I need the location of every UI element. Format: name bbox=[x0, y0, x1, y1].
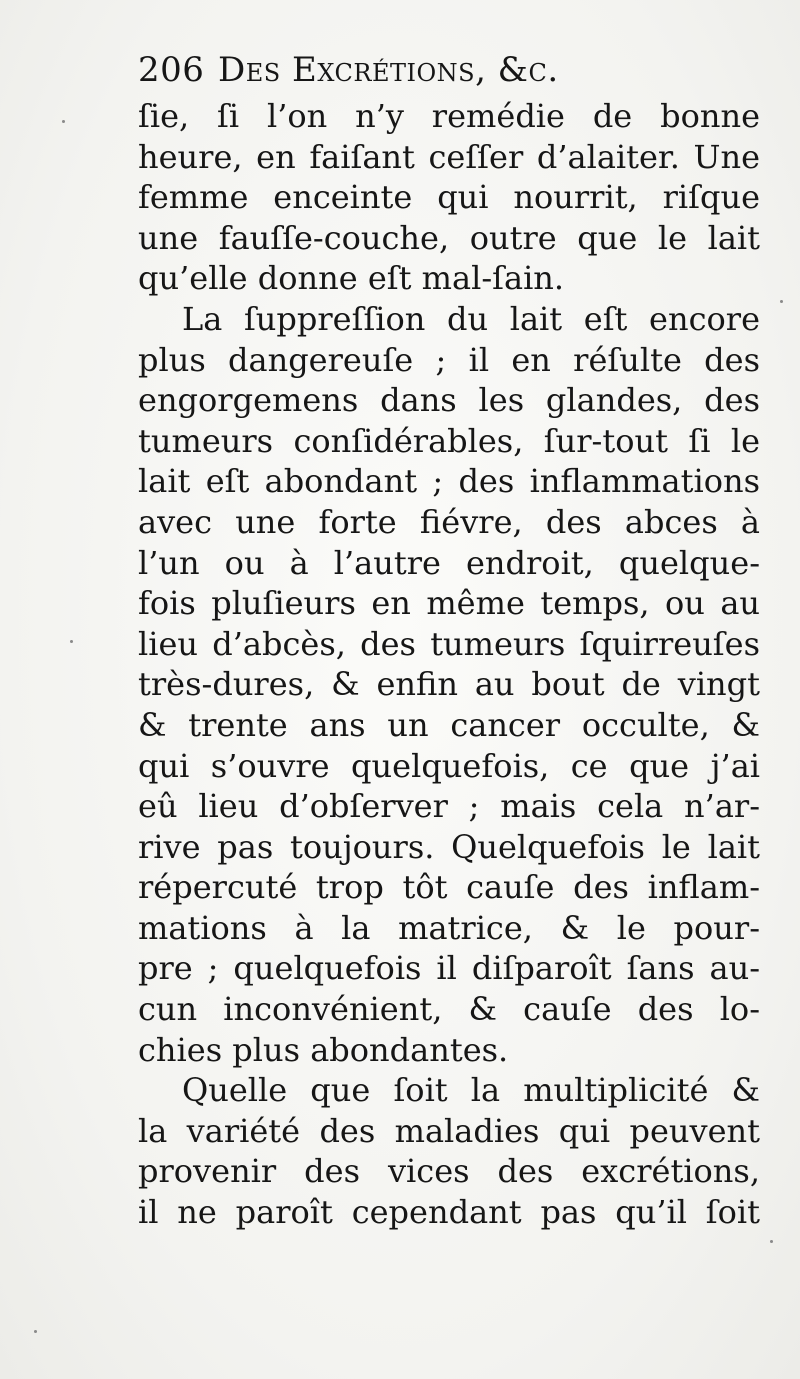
text-line: engorgemens dans les glandes, des bbox=[138, 381, 760, 420]
text-line: avec une forte fiévre, des abces à bbox=[138, 502, 760, 541]
text-line: chies plus abondantes. bbox=[138, 1030, 509, 1069]
text-line: mations à la matrice, & le pour- bbox=[138, 908, 760, 947]
text-line: lait eſt abondant ; des inflammations bbox=[138, 462, 760, 501]
text-line: plus dangereuſe ; il en réſulte des bbox=[138, 340, 760, 379]
text-line: qu’elle donne eſt mal-ſain. bbox=[138, 259, 565, 298]
text-line: très-dures, & enfin au bout de vingt bbox=[138, 665, 760, 704]
text-line: tumeurs conſidérables, ſur-tout ſi le bbox=[138, 421, 760, 460]
text-line: la variété des maladies qui peuvent bbox=[138, 1111, 760, 1150]
text-line: rive pas toujours. Quelquefois le lait bbox=[138, 827, 760, 866]
page-text bbox=[138, 44, 760, 1233]
paper-speck bbox=[770, 1240, 773, 1243]
text-line: une fauſſe-couche, outre que le lait bbox=[138, 218, 760, 257]
running-header bbox=[138, 44, 760, 96]
text-line: il ne paroît cependant pas qu’il ſoit bbox=[138, 1193, 760, 1232]
text-line: Quelle que ſoit la multiplicité & bbox=[182, 1071, 760, 1110]
paper-speck bbox=[70, 640, 73, 643]
text-line: répercuté trop tôt cauſe des inflam- bbox=[138, 868, 760, 907]
text-line: & trente ans un cancer occulte, & bbox=[138, 705, 760, 744]
text-line: provenir des vices des excrétions, bbox=[138, 1152, 760, 1191]
paper-speck bbox=[34, 1330, 37, 1333]
text-line: ſie, ſi l’on n’y remédie de bonne bbox=[138, 97, 760, 135]
paper-speck bbox=[62, 120, 65, 123]
text-line: qui s’ouvre quelquefois, ce que j’ai bbox=[138, 746, 760, 785]
text-line: femme enceinte qui nourrit, riſque bbox=[138, 178, 760, 217]
paper-speck bbox=[780, 300, 783, 303]
text-line: La ſuppreſſion du lait eſt encore bbox=[182, 299, 760, 338]
running-title: Des Excrétions, &c. bbox=[218, 50, 559, 90]
text-line: lieu d’abcès, des tumeurs ſquirreuſes bbox=[138, 624, 760, 663]
page-number: 206 bbox=[138, 50, 205, 90]
text-line: eû lieu d’obſerver ; mais cela n’ar- bbox=[138, 787, 760, 826]
text-line: l’un ou à l’autre endroit, quelque- bbox=[138, 543, 760, 582]
text-line: heure, en faiſant ceſſer d’alaiter. Une bbox=[138, 137, 760, 176]
text-line: pre ; quelquefois il diſparoît ſans au- bbox=[138, 949, 760, 988]
text-line: cun inconvénient, & cauſe des lo- bbox=[138, 990, 760, 1029]
text-line: fois pluſieurs en même temps, ou au bbox=[138, 584, 760, 623]
